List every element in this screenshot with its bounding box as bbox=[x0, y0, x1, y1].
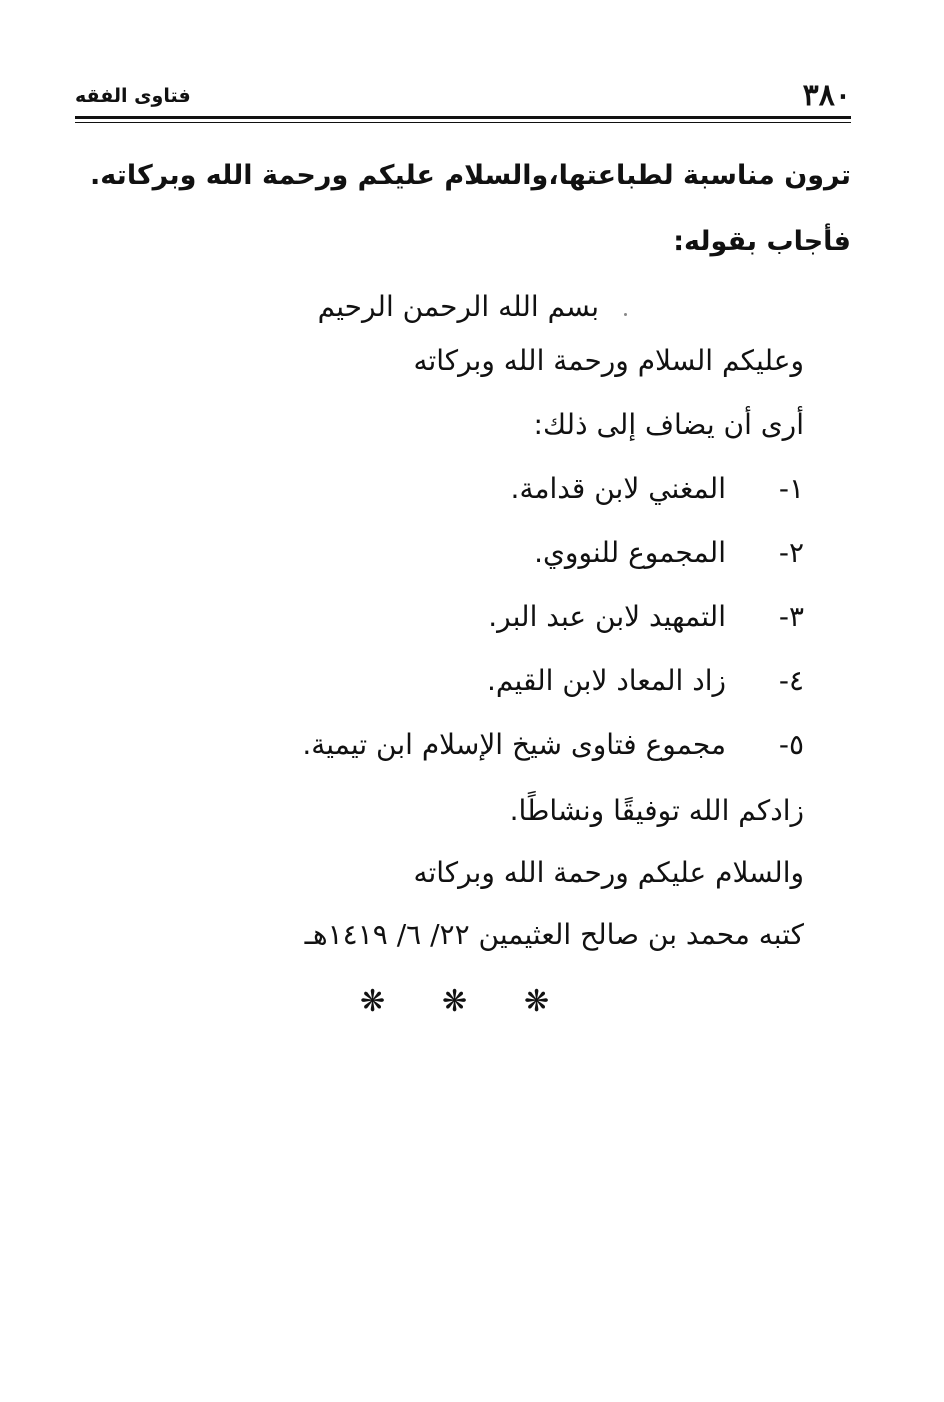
list-number: ٥- bbox=[778, 728, 804, 761]
page-header bbox=[75, 78, 851, 114]
question-closing-line: ترون مناسبة لطباعتها،والسلام عليكم ورحمة الله وبركاته. bbox=[90, 160, 851, 191]
list-intro: أرى أن يضاف إلى ذلك: bbox=[533, 408, 804, 441]
list-item bbox=[244, 472, 804, 512]
list-text: التمهيد لابن عبد البر. bbox=[488, 600, 726, 633]
list-item bbox=[244, 728, 804, 768]
star-icon: ❋ bbox=[524, 984, 550, 1019]
list-text: المغني لابن قدامة. bbox=[510, 472, 726, 505]
page-number: ٣٨٠ bbox=[802, 78, 851, 113]
closing-greeting: والسلام عليكم ورحمة الله وبركاته bbox=[413, 856, 804, 889]
speck bbox=[624, 313, 627, 316]
list-number: ٣- bbox=[778, 600, 804, 633]
star-icon: ❋ bbox=[442, 984, 468, 1019]
list-item bbox=[244, 664, 804, 704]
closing-prayer: زادكم الله توفيقًا ونشاطًا. bbox=[509, 794, 804, 827]
list-number: ١- bbox=[778, 472, 804, 505]
list-number: ٤- bbox=[778, 664, 804, 697]
signature: كتبه محمد بن صالح العثيمين ٢٢/ ٦/ ١٤١٩هـ bbox=[304, 918, 804, 951]
header-rule-thin bbox=[75, 122, 851, 123]
list-number: ٢- bbox=[778, 536, 804, 569]
basmala: بسم الله الرحمن الرحيم bbox=[317, 290, 599, 323]
section-separator bbox=[352, 982, 552, 1022]
list-text: المجموع للنووي. bbox=[534, 536, 726, 569]
list-text: مجموع فتاوى شيخ الإسلام ابن تيمية. bbox=[302, 728, 726, 761]
answer-intro: فأجاب بقوله: bbox=[673, 226, 851, 257]
greeting-line: وعليكم السلام ورحمة الله وبركاته bbox=[413, 344, 804, 377]
running-title: فتاوى الفقه bbox=[75, 85, 191, 107]
list-item bbox=[244, 536, 804, 576]
star-icon: ❋ bbox=[360, 984, 386, 1019]
list-text: زاد المعاد لابن القيم. bbox=[486, 664, 726, 697]
list-item bbox=[244, 600, 804, 640]
header-rule-thick bbox=[75, 116, 851, 119]
